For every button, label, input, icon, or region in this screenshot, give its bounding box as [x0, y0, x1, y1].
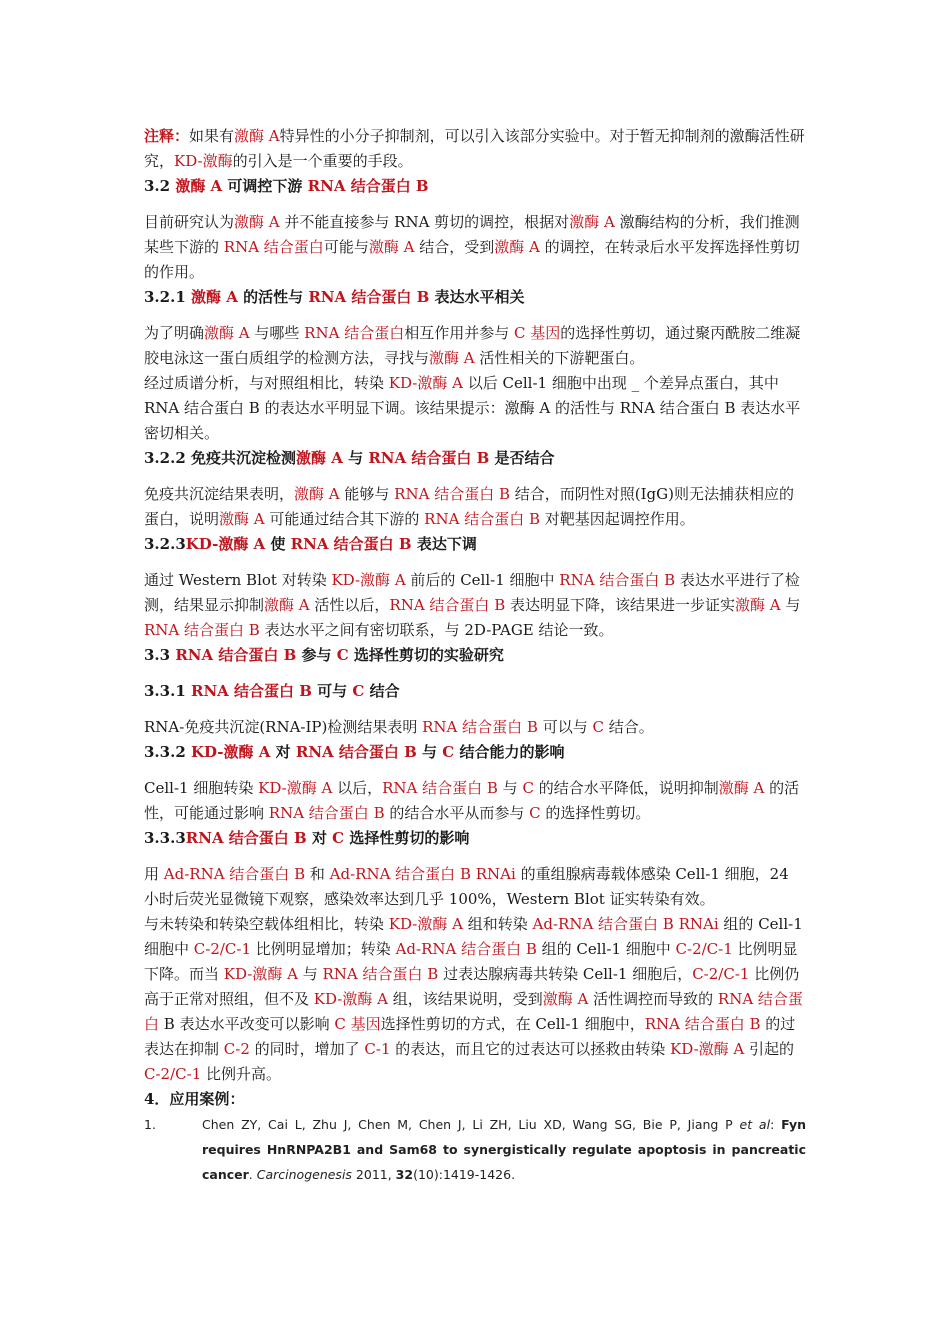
text-run: 通过 Western Blot 对转染	[144, 571, 332, 589]
text-run: 引起的	[744, 1040, 795, 1058]
note-label: 注释：	[144, 127, 190, 145]
text-run: 选择性剪切的实验研究	[348, 646, 504, 664]
highlight-term: 激酶 A	[204, 324, 250, 342]
highlight-term: KD-激酶 A	[313, 990, 388, 1008]
highlight-term: 激酶 A	[368, 238, 415, 256]
section-heading	[144, 446, 806, 471]
text-run: 表达水平相关	[429, 288, 525, 306]
reference-period: .	[248, 1167, 257, 1182]
highlight-term: 激酶 A	[294, 485, 340, 503]
text-run: 选择性剪切的方式，在 Cell-1 细胞中，	[380, 1015, 645, 1033]
text-run: 特异性的小分子抑制剂，可以引入该部分实验中。对于暂无抑制剂的激酶活性研究，	[144, 127, 805, 170]
text-run: RNA-免疫共沉淀(RNA-IP)检测结果表明	[144, 718, 423, 736]
highlight-term: RNA 结合蛋白 B	[389, 596, 506, 614]
highlight-term: 激酶 A	[735, 596, 781, 614]
text-run: 表达明显下降，该结果进一步证实	[505, 596, 735, 614]
text-run: 和	[305, 865, 330, 883]
body-paragraph	[144, 321, 806, 371]
reference-pages: (10):1419-1426.	[413, 1167, 516, 1182]
text-run: 可能通过结合其下游的	[264, 510, 425, 528]
text-run: 的活性与	[237, 288, 309, 306]
note-text	[144, 127, 805, 170]
text-run: 结合，受到	[414, 238, 495, 256]
highlight-term: KD-激酶	[174, 152, 233, 170]
text-run: 与	[780, 596, 801, 614]
highlight-term: RNA 结合蛋白 B	[175, 646, 297, 664]
body-paragraph	[144, 715, 806, 740]
text-run: 与哪些	[249, 324, 305, 342]
highlight-term: C-2/C-1	[692, 965, 750, 983]
heading-spacer	[144, 310, 806, 321]
body-paragraph	[144, 482, 806, 532]
text-run: 与	[497, 779, 523, 797]
text-run: 与	[416, 743, 443, 761]
text-run: 比例明显下降。而当	[144, 940, 798, 983]
text-run: 目前研究认为	[144, 213, 235, 231]
text-run: 能够与	[339, 485, 395, 503]
text-run: 结合，而阴性对照(IgG)则无法捕获相应的蛋白，说明	[144, 485, 794, 528]
text-run: 的表达，而且它的过表达可以拯救由转染	[390, 1040, 671, 1058]
highlight-term: Ad-RNA 结合蛋白 B	[395, 940, 537, 958]
highlight-term: RNA 结合蛋白 B	[382, 779, 498, 797]
reference-text	[202, 1112, 806, 1187]
heading-spacer	[144, 471, 806, 482]
highlight-term: C	[529, 804, 541, 822]
highlight-term: C-2/C-1	[675, 940, 733, 958]
highlight-term: KD-激酶 A	[185, 535, 266, 553]
text-run: 组和转染	[462, 915, 533, 933]
highlight-term: 激酶 A	[234, 213, 280, 231]
highlight-term: 激酶 A	[494, 238, 540, 256]
text-run: 可以与	[537, 718, 593, 736]
highlight-term: RNA 结合蛋白 B	[368, 449, 490, 467]
highlight-term: C	[352, 682, 365, 700]
document-content	[144, 124, 806, 1187]
highlight-term: C	[336, 646, 349, 664]
text-run: 组，该结果说明，受到	[387, 990, 543, 1008]
text-run: 可调控下游	[222, 177, 308, 195]
highlight-term: 激酶 A	[190, 288, 238, 306]
body-paragraph	[144, 371, 806, 446]
text-run: 免疫共沉淀结果表明，	[144, 485, 295, 503]
text-run: 的活性，可能通过影响	[144, 779, 800, 822]
text-run: 的选择性剪切。	[540, 804, 651, 822]
highlight-term: 激酶 A	[295, 449, 343, 467]
reference-year: 2011,	[351, 1167, 396, 1182]
highlight-term: C 基因	[513, 324, 561, 342]
highlight-term: RNA 结合蛋白 B	[290, 535, 412, 553]
highlight-term: 激酶 A	[569, 213, 615, 231]
text-run: 的调控，在转录后水平发挥选择性剪切的作用。	[144, 238, 800, 281]
text-run: 3.3.3	[144, 829, 186, 847]
text-run: 使	[265, 535, 291, 553]
text-run: 用	[144, 865, 164, 883]
section-heading	[144, 174, 806, 199]
heading-spacer	[144, 199, 806, 210]
text-run: 3.2.3	[144, 535, 186, 553]
highlight-term: C	[592, 718, 604, 736]
text-run: Cell-1 细胞转染	[144, 779, 259, 797]
highlight-term: KD-激酶 A	[190, 743, 271, 761]
text-run: 对	[306, 829, 333, 847]
text-run: 对靶基因起调控作用。	[539, 510, 695, 528]
text-run: 结合	[364, 682, 400, 700]
text-run: 选择性剪切的影响	[344, 829, 470, 847]
highlight-term: C 基因	[334, 1015, 381, 1033]
text-run: 与未转染和转染空载体组相比，转染	[144, 915, 389, 933]
body-paragraph	[144, 568, 806, 643]
heading-spacer	[144, 765, 806, 776]
highlight-term: RNA 结合蛋白 B	[307, 177, 429, 195]
highlight-term: RNA 结合蛋白 B	[308, 288, 430, 306]
text-run: 3.2.2 免疫共沉淀检测	[144, 449, 296, 467]
text-run: 比例升高。	[201, 1065, 282, 1083]
highlight-term: KD-激酶 A	[388, 374, 463, 392]
highlight-term: RNA 结合蛋白 B	[422, 718, 538, 736]
sections-container	[144, 174, 806, 1087]
text-run: 与	[297, 965, 323, 983]
highlight-term: RNA 结合蛋白 B	[322, 965, 439, 983]
text-run: 3.3.1	[144, 682, 191, 700]
text-run: 的结合水平降低，说明抑制	[533, 779, 719, 797]
highlight-term: Ad-RNA 结合蛋白 B RNAi	[329, 865, 516, 883]
text-run: 组的 Cell-1 细胞中	[144, 915, 803, 958]
reference-etal: et al	[739, 1117, 771, 1132]
note-paragraph	[144, 124, 806, 174]
heading-spacer	[144, 668, 806, 679]
heading-spacer	[144, 704, 806, 715]
text-run: 表达下调	[411, 535, 477, 553]
text-run: 组的 Cell-1 细胞中	[536, 940, 676, 958]
section-heading	[144, 643, 806, 668]
text-run: 激酶结构的分析，我们推测某些下游的	[144, 213, 800, 256]
text-run: 比例仍高于正常对照组，但不及	[144, 965, 800, 1008]
reference-colon: :	[770, 1117, 782, 1132]
body-paragraph	[144, 210, 806, 285]
highlight-term: RNA 结合蛋白 B	[144, 621, 260, 639]
reference-item	[144, 1112, 806, 1187]
text-run: 的选择性剪切，通过聚丙酰胺二维凝胶电泳这一蛋白质组学的检测方法，寻找与	[144, 324, 801, 367]
highlight-term: C	[442, 743, 455, 761]
text-run: 是否结合	[489, 449, 555, 467]
text-run: 的过表达在抑制	[144, 1015, 796, 1058]
reference-title: Fyn requires HnRNPA2B1 and Sam68 to synergistically regulate apoptosis in pancreatic cancer	[202, 1117, 807, 1182]
highlight-term: 激酶 A	[542, 990, 589, 1008]
highlight-term: RNA 结合蛋白 B	[295, 743, 417, 761]
reference-authors: Chen ZY, Cai L, Zhu J, Chen M, Chen J, Li ZH, Liu XD, Wang SG, Bie P, Jiang P	[202, 1117, 740, 1132]
text-run: 前后的 Cell-1 细胞中	[405, 571, 560, 589]
highlight-term: KD-激酶 A	[331, 571, 406, 589]
highlight-term: Ad-RNA 结合蛋白 B RNAi	[532, 915, 719, 933]
text-run: 参与	[296, 646, 337, 664]
section-heading	[144, 740, 806, 765]
highlight-term: RNA 结合蛋白 B	[190, 682, 312, 700]
text-run: 以后，	[332, 779, 383, 797]
body-paragraph	[144, 862, 806, 912]
highlight-term: 激酶 A	[264, 596, 310, 614]
highlight-term: C-2/C-1	[193, 940, 252, 958]
heading-spacer	[144, 557, 806, 568]
highlight-term: 激酶 A	[718, 779, 765, 797]
reference-volume: 32	[395, 1167, 414, 1182]
text-run: 可与	[311, 682, 353, 700]
text-run: 活性相关的下游靶蛋白。	[474, 349, 645, 367]
highlight-term: KD-激酶 A	[223, 965, 298, 983]
text-run: 3.3	[144, 646, 176, 664]
text-run: 以后 Cell-1 细胞中出现 _ 个差异点蛋白，其中 RNA 结合蛋白 B 的表达水平明显下调。该结果提示：激酶 A 的活性与 RNA 结合蛋白 B 表达水平密切相关。	[144, 374, 801, 442]
text-run: 表达水平进行了检测，结果显示抑制	[144, 571, 800, 614]
text-run: 的同时，增加了	[249, 1040, 365, 1058]
text-run: 与	[342, 449, 369, 467]
highlight-term: RNA 结合蛋白	[223, 238, 324, 256]
section-heading	[144, 285, 806, 310]
text-run: 可能与	[323, 238, 369, 256]
highlight-term: 激酶 A	[175, 177, 223, 195]
highlight-term: C	[522, 779, 534, 797]
text-run: 比例明显增加；转染	[251, 940, 396, 958]
text-run: 为了明确	[144, 324, 205, 342]
highlight-term: RNA 结合蛋白 B	[394, 485, 510, 503]
text-run: 结合能力的影响	[454, 743, 565, 761]
reference-number: 1.	[144, 1117, 156, 1132]
highlight-term: KD-激酶 A	[258, 779, 333, 797]
text-run: 的引入是一个重要的手段。	[232, 152, 413, 170]
text-run: 的重组腺病毒载体感染 Cell-1 细胞，24 小时后荧光显微镜下观察，感染效率达到几乎 100%，Western Blot 证实转染有效。	[144, 865, 789, 908]
text-run: 经过质谱分析，与对照组相比，转染	[144, 374, 389, 392]
section-heading	[144, 826, 806, 851]
text-run: 对	[270, 743, 296, 761]
text-run: 活性调控而导致的	[588, 990, 718, 1008]
text-run: B 表达水平改变可以影响	[159, 1015, 335, 1033]
text-run: 3.2	[144, 177, 176, 195]
section-heading	[144, 532, 806, 557]
reference-journal: Carcinogenesis	[256, 1167, 352, 1182]
highlight-term: RNA 结合蛋白 B	[559, 571, 676, 589]
highlight-term: 激酶 A	[234, 127, 280, 145]
highlight-term: Ad-RNA 结合蛋白 B	[163, 865, 306, 883]
highlight-term: RNA 结合蛋白 B	[268, 804, 385, 822]
text-run: 3.3.2	[144, 743, 191, 761]
text-run: 活性以后，	[309, 596, 390, 614]
body-paragraph	[144, 912, 806, 1087]
body-paragraph	[144, 776, 806, 826]
highlight-term: C	[332, 829, 345, 847]
text-run: 的结合水平从而参与	[384, 804, 530, 822]
highlight-term: 激酶 A	[429, 349, 475, 367]
highlight-term: C-2/C-1	[144, 1065, 202, 1083]
text-run: 表达水平之间有密切联系，与 2D-PAGE 结论一致。	[259, 621, 614, 639]
text-run: 相互作用并参与	[404, 324, 514, 342]
highlight-term: RNA 结合蛋白 B	[644, 1015, 761, 1033]
text-run: 如果有	[189, 127, 235, 145]
heading-spacer	[144, 851, 806, 862]
text-run: 结合。	[603, 718, 654, 736]
highlight-term: RNA 结合蛋白	[304, 324, 405, 342]
cases-heading: 4．应用案例：	[144, 1090, 245, 1108]
highlight-term: C-1	[364, 1040, 391, 1058]
text-run: 3.2.1	[144, 288, 191, 306]
highlight-term: RNA 结合蛋白 B	[424, 510, 540, 528]
section-heading	[144, 679, 806, 704]
highlight-term: 激酶 A	[219, 510, 265, 528]
highlight-term: C-2	[223, 1040, 250, 1058]
highlight-term: KD-激酶 A	[388, 915, 463, 933]
highlight-term: KD-激酶 A	[670, 1040, 745, 1058]
text-run: 过表达腺病毒共转染 Cell-1 细胞后，	[438, 965, 693, 983]
highlight-term: RNA 结合蛋白 B	[185, 829, 307, 847]
text-run: 并不能直接参与 RNA 剪切的调控，根据对	[279, 213, 570, 231]
highlight-term: RNA 结合蛋白	[144, 990, 803, 1033]
